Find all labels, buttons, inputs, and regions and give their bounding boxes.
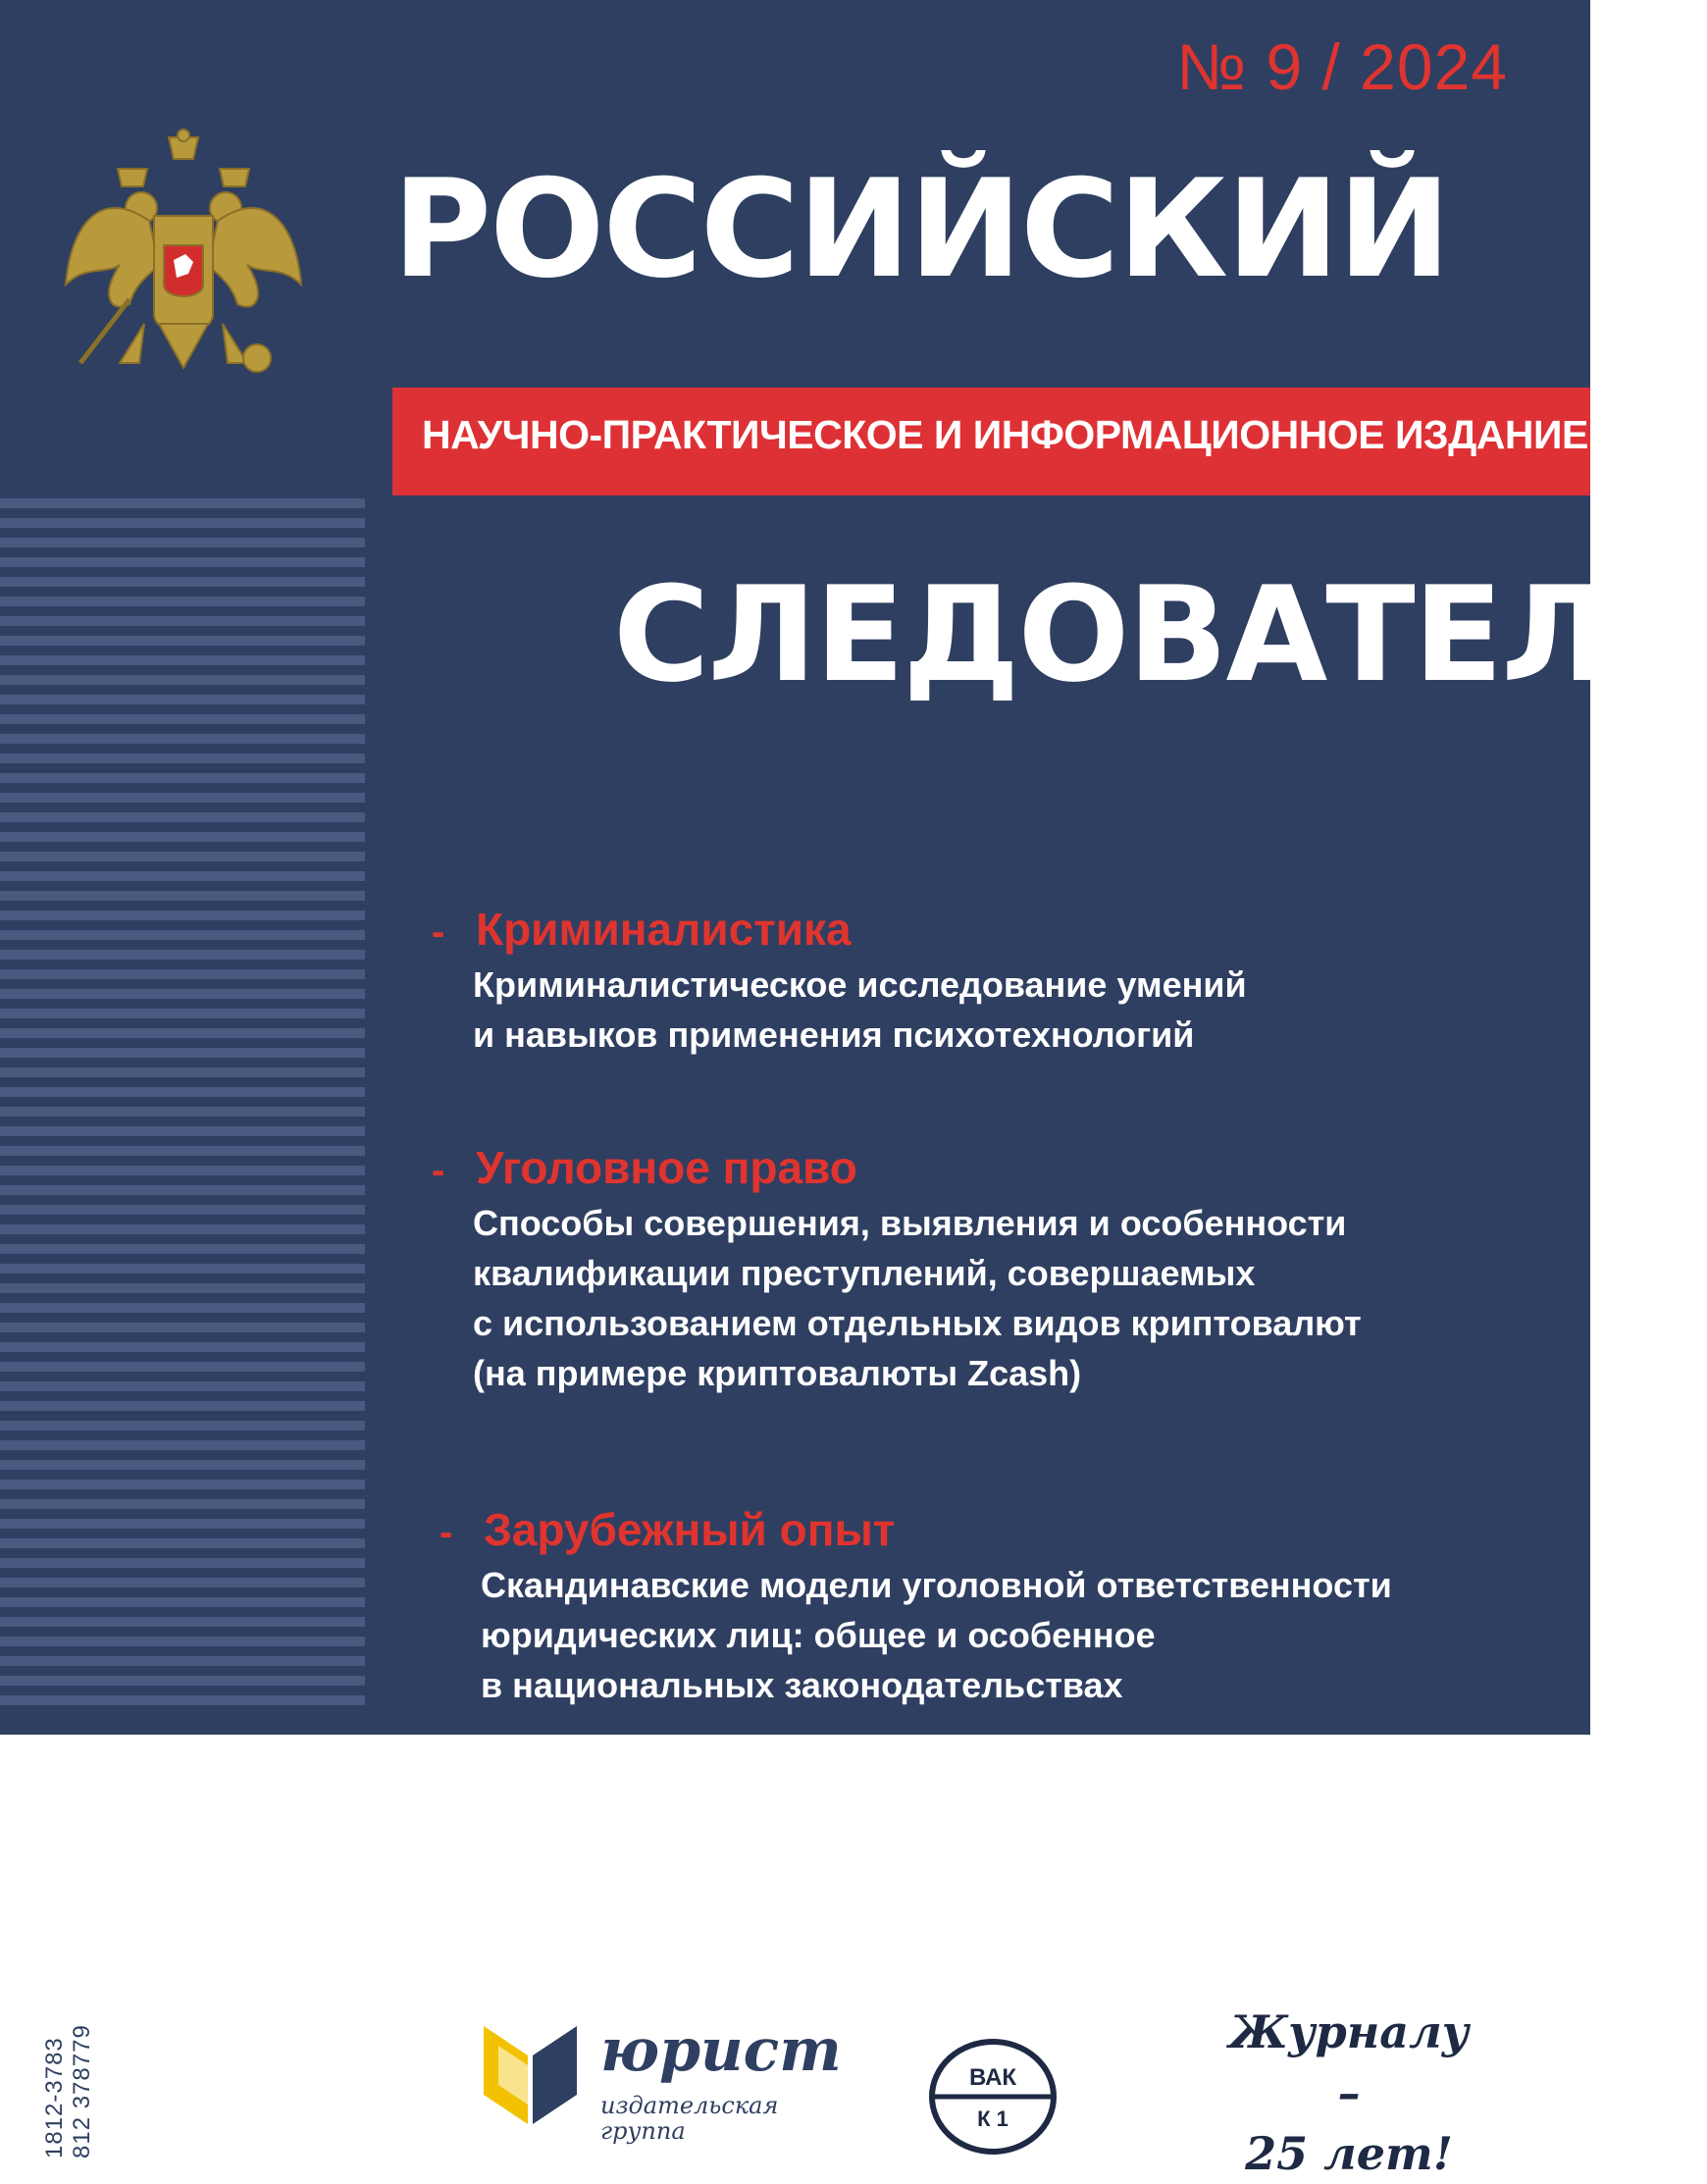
publisher-logo [479, 2016, 842, 2145]
publisher-logo-icon [479, 2016, 587, 2134]
section-line: Способы совершения, выявления и особенности [473, 1203, 1347, 1243]
vak-top-label: ВАК [968, 2064, 1017, 2091]
anniversary-note [1221, 2002, 1476, 2184]
publisher-subtitle [600, 2093, 778, 2144]
publisher-sub-line: группа [600, 2117, 686, 2145]
vak-bottom-label: К 1 [977, 2106, 1009, 2131]
issn-text [41, 2037, 69, 2158]
anniversary-line-2: 25 лет! [1245, 2127, 1453, 2180]
section-line: юридических лиц: общее и особенное [481, 1615, 1156, 1655]
magazine-title-line-2: СЛЕДОВАТЕЛЬ [613, 558, 1707, 711]
section-dash: - [432, 910, 445, 954]
subtitle: НАУЧНО-ПРАКТИЧЕСКОЕ И ИНФОРМАЦИОННОЕ ИЗДАНИЕ [422, 412, 1588, 457]
section-heading: Криминалистика [476, 904, 852, 955]
stripe-pattern [0, 498, 365, 1715]
publisher-sub-line: издательская [600, 2092, 779, 2119]
section-dash: - [440, 1511, 453, 1554]
section-heading: Зарубежный опыт [484, 1504, 896, 1555]
section-line: с использованием отдельных видов криптовалют [473, 1303, 1362, 1343]
section-line: Скандинавские модели уголовной ответственности [481, 1565, 1392, 1605]
russian-coat-of-arms-icon [61, 128, 306, 392]
issue-number: № 9 / 2024 [1176, 30, 1508, 103]
magazine-title-line-1: РОССИЙСКИЙ [392, 150, 1450, 308]
section-heading: Уголовное право [476, 1142, 857, 1193]
issn-number: 1812-3783 [41, 2037, 68, 2158]
section-line: (на примере криптовалюты Zcash) [473, 1353, 1082, 1393]
barcode-digits: 812 378779 [69, 2024, 95, 2158]
vak-badge-icon [927, 2036, 1060, 2158]
section-line: и навыков применения психотехнологий [473, 1014, 1195, 1055]
barcode-text [69, 2024, 96, 2158]
section-line: в национальных законодательствах [481, 1665, 1123, 1705]
publisher-name: юрист [600, 2016, 842, 2085]
section-line: Криминалистическое исследование умений [473, 964, 1247, 1005]
section-dash: - [432, 1149, 445, 1192]
section-line: квалификации преступлений, совершаемых [473, 1253, 1256, 1293]
anniversary-line-1: Журналу – [1228, 2005, 1470, 2119]
